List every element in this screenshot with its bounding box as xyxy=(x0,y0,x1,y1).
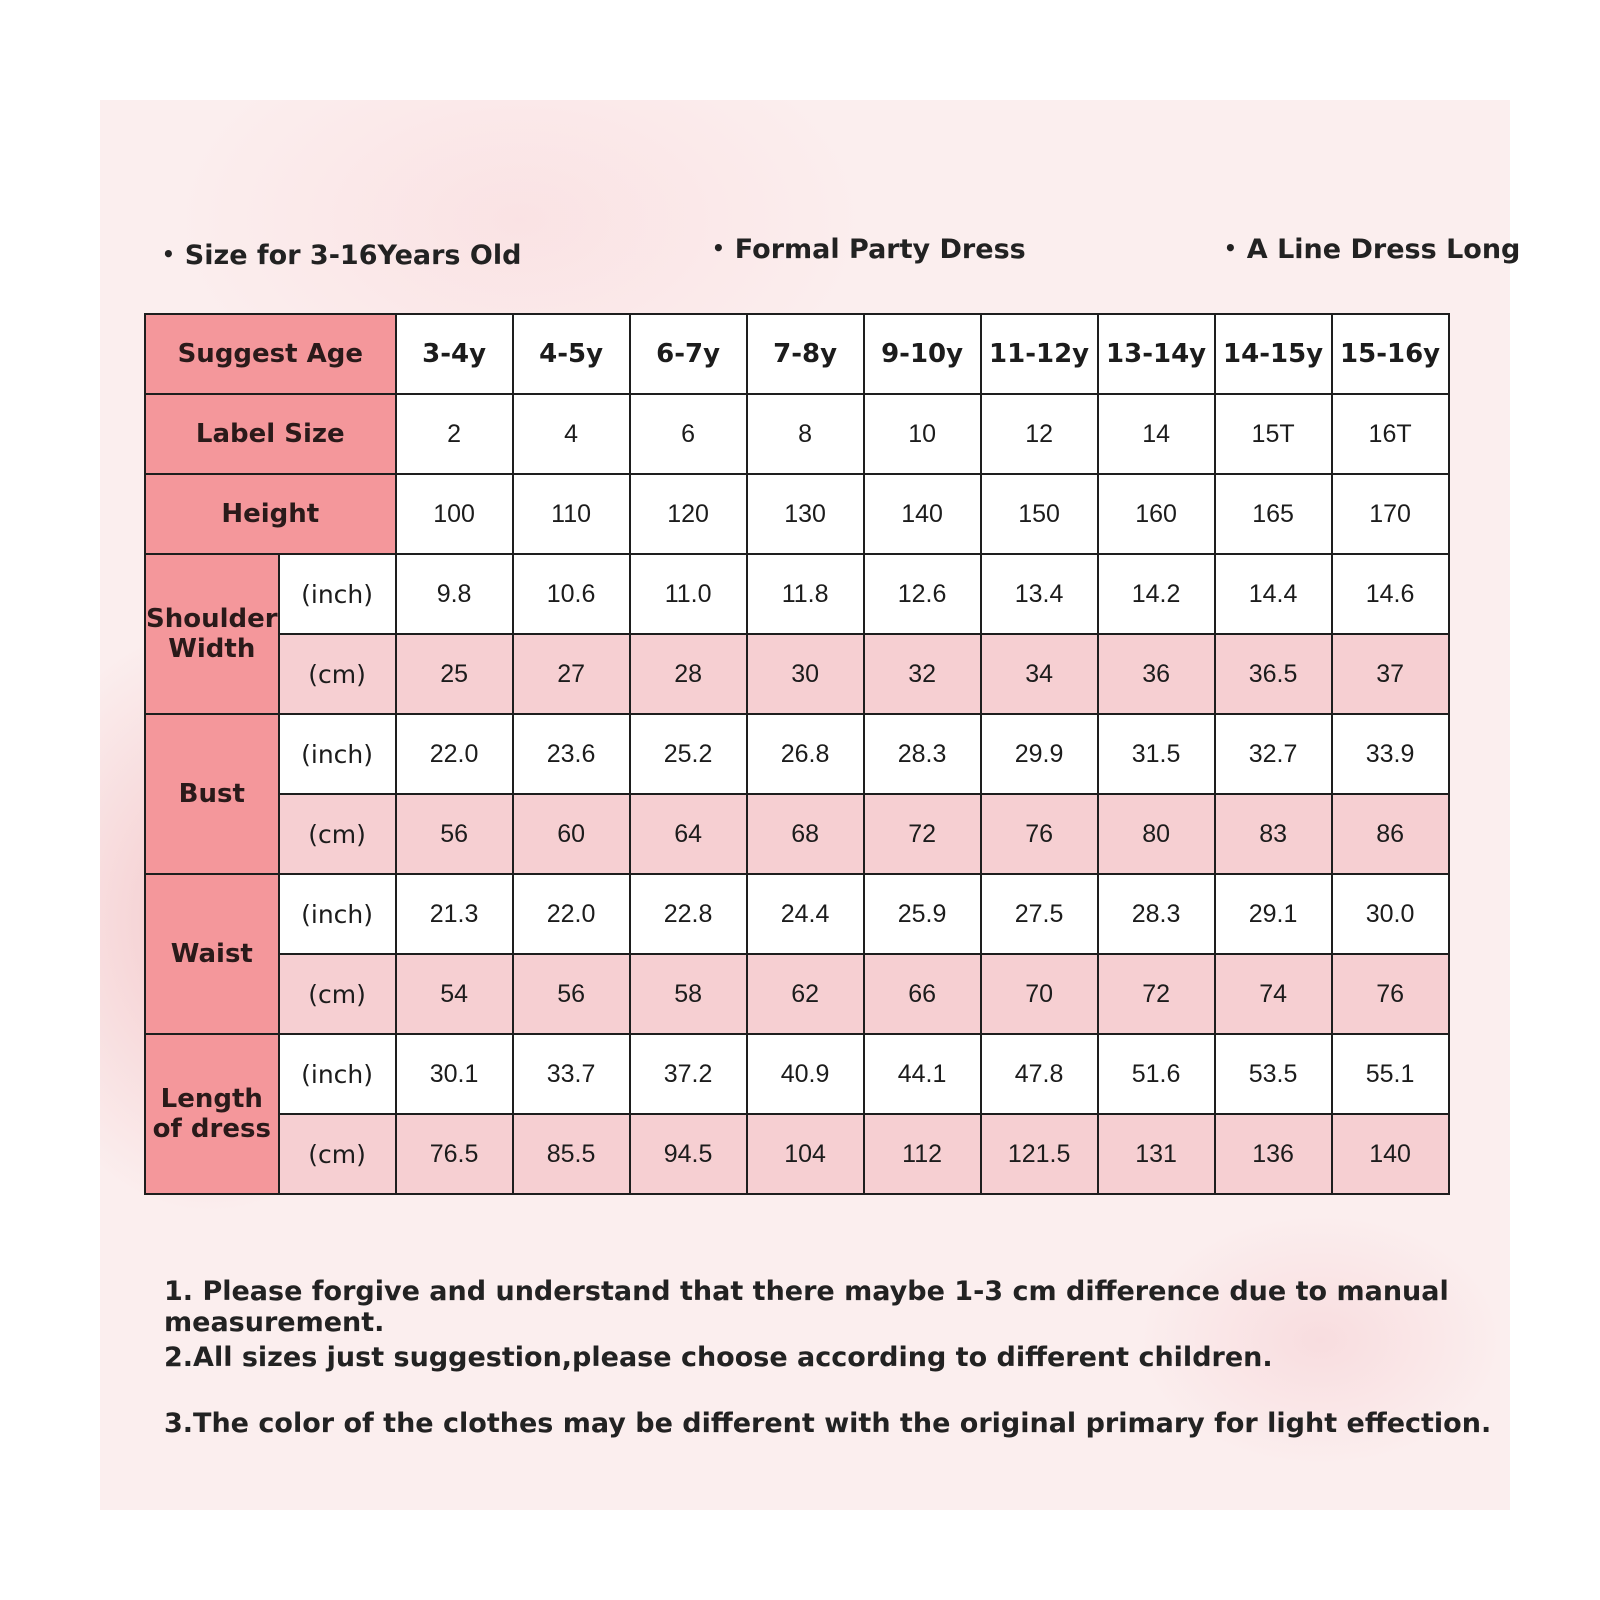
table-cell: 30 xyxy=(747,634,864,714)
table-cell: 165 xyxy=(1215,474,1332,554)
col-header-age: 9-10y xyxy=(864,314,981,394)
table-cell: 47.8 xyxy=(981,1034,1098,1114)
table-cell: 28 xyxy=(630,634,747,714)
unit-label-inch: (inch) xyxy=(279,874,396,954)
table-cell: 30.0 xyxy=(1332,874,1449,954)
row-label-waist: Waist xyxy=(145,874,279,1034)
table-cell: 72 xyxy=(1098,954,1215,1034)
table-cell: 76 xyxy=(1332,954,1449,1034)
table-cell: 70 xyxy=(981,954,1098,1034)
table-cell: 131 xyxy=(1098,1114,1215,1194)
table-cell: 33.7 xyxy=(513,1034,630,1114)
table-cell: 121.5 xyxy=(981,1114,1098,1194)
table-cell: 62 xyxy=(747,954,864,1034)
table-cell: 31.5 xyxy=(1098,714,1215,794)
table-cell: 11.8 xyxy=(747,554,864,634)
table-cell: 66 xyxy=(864,954,981,1034)
col-header-age: 13-14y xyxy=(1098,314,1215,394)
unit-label-inch: (inch) xyxy=(279,714,396,794)
table-cell: 26.8 xyxy=(747,714,864,794)
table-cell: 29.9 xyxy=(981,714,1098,794)
unit-label-cm: (cm) xyxy=(279,954,396,1034)
size-range-heading: • Size for 3-16Years Old xyxy=(162,240,522,271)
table-cell: 68 xyxy=(747,794,864,874)
table-cell: 37 xyxy=(1332,634,1449,714)
table-cell: 9.8 xyxy=(396,554,513,634)
table-cell: 86 xyxy=(1332,794,1449,874)
table-cell: 28.3 xyxy=(1098,874,1215,954)
table-cell: 44.1 xyxy=(864,1034,981,1114)
col-header-age: 15-16y xyxy=(1332,314,1449,394)
table-cell: 112 xyxy=(864,1114,981,1194)
table-cell: 22.8 xyxy=(630,874,747,954)
table-row xyxy=(145,714,1449,794)
unit-label-inch: (inch) xyxy=(279,554,396,634)
table-cell: 27 xyxy=(513,634,630,714)
table-cell: 64 xyxy=(630,794,747,874)
col-header-age: 6-7y xyxy=(630,314,747,394)
table-cell: 21.3 xyxy=(396,874,513,954)
table-cell: 72 xyxy=(864,794,981,874)
table-cell: 10.6 xyxy=(513,554,630,634)
col-header-age: 14-15y xyxy=(1215,314,1332,394)
table-cell: 40.9 xyxy=(747,1034,864,1114)
table-cell: 8 xyxy=(747,394,864,474)
table-cell: 14.2 xyxy=(1098,554,1215,634)
table-cell: 4 xyxy=(513,394,630,474)
table-row xyxy=(145,874,1449,954)
table-cell: 150 xyxy=(981,474,1098,554)
row-label-label-size: Label Size xyxy=(145,394,396,474)
table-cell: 22.0 xyxy=(513,874,630,954)
table-cell: 56 xyxy=(396,794,513,874)
table-cell: 140 xyxy=(864,474,981,554)
table-cell: 25.2 xyxy=(630,714,747,794)
table-cell: 100 xyxy=(396,474,513,554)
table-cell: 12.6 xyxy=(864,554,981,634)
table-cell: 16T xyxy=(1332,394,1449,474)
table-cell: 85.5 xyxy=(513,1114,630,1194)
table-cell: 51.6 xyxy=(1098,1034,1215,1114)
table-cell: 80 xyxy=(1098,794,1215,874)
table-cell: 25 xyxy=(396,634,513,714)
table-cell: 27.5 xyxy=(981,874,1098,954)
table-cell: 74 xyxy=(1215,954,1332,1034)
table-cell: 29.1 xyxy=(1215,874,1332,954)
table-row xyxy=(145,394,1449,474)
table-row xyxy=(145,954,1449,1034)
table-cell: 13.4 xyxy=(981,554,1098,634)
row-label-suggest-age: Suggest Age xyxy=(145,314,396,394)
table-cell: 32 xyxy=(864,634,981,714)
unit-label-cm: (cm) xyxy=(279,794,396,874)
table-cell: 54 xyxy=(396,954,513,1034)
row-label-length-of-dress: Length of dress xyxy=(145,1034,279,1194)
table-cell: 37.2 xyxy=(630,1034,747,1114)
table-cell: 104 xyxy=(747,1114,864,1194)
table-cell: 14.6 xyxy=(1332,554,1449,634)
table-row xyxy=(145,634,1449,714)
table-cell: 22.0 xyxy=(396,714,513,794)
table-cell: 25.9 xyxy=(864,874,981,954)
table-cell: 136 xyxy=(1215,1114,1332,1194)
table-cell: 170 xyxy=(1332,474,1449,554)
table-cell: 32.7 xyxy=(1215,714,1332,794)
row-label-height: Height xyxy=(145,474,396,554)
table-cell: 6 xyxy=(630,394,747,474)
table-cell: 2 xyxy=(396,394,513,474)
unit-label-cm: (cm) xyxy=(279,1114,396,1194)
table-cell: 11.0 xyxy=(630,554,747,634)
table-row xyxy=(145,1034,1449,1114)
table-cell: 28.3 xyxy=(864,714,981,794)
size-chart-table xyxy=(144,313,1450,1195)
dress-style-heading: • A Line Dress Long xyxy=(1224,234,1521,265)
table-cell: 33.9 xyxy=(1332,714,1449,794)
table-row xyxy=(145,314,1449,394)
table-cell: 94.5 xyxy=(630,1114,747,1194)
table-row xyxy=(145,1114,1449,1194)
table-cell: 34 xyxy=(981,634,1098,714)
col-header-age: 4-5y xyxy=(513,314,630,394)
col-header-age: 3-4y xyxy=(396,314,513,394)
table-cell: 24.4 xyxy=(747,874,864,954)
col-header-age: 11-12y xyxy=(981,314,1098,394)
note-item: 3.The color of the clothes may be different with the original primary for light effection. xyxy=(164,1408,1492,1439)
table-cell: 160 xyxy=(1098,474,1215,554)
table-cell: 30.1 xyxy=(396,1034,513,1114)
note-item: 2.All sizes just suggestion,please choose according to different children. xyxy=(164,1342,1273,1373)
table-cell: 15T xyxy=(1215,394,1332,474)
table-cell: 36 xyxy=(1098,634,1215,714)
table-cell: 23.6 xyxy=(513,714,630,794)
table-row xyxy=(145,474,1449,554)
table-row xyxy=(145,794,1449,874)
table-cell: 53.5 xyxy=(1215,1034,1332,1114)
table-cell: 58 xyxy=(630,954,747,1034)
table-cell: 110 xyxy=(513,474,630,554)
table-cell: 14 xyxy=(1098,394,1215,474)
col-header-age: 7-8y xyxy=(747,314,864,394)
row-label-shoulder-width: Shoulder Width xyxy=(145,554,279,714)
table-row xyxy=(145,554,1449,634)
table-cell: 55.1 xyxy=(1332,1034,1449,1114)
dress-type-heading: • Formal Party Dress xyxy=(712,234,1026,265)
table-cell: 36.5 xyxy=(1215,634,1332,714)
table-cell: 10 xyxy=(864,394,981,474)
table-cell: 14.4 xyxy=(1215,554,1332,634)
table-cell: 12 xyxy=(981,394,1098,474)
notes-list xyxy=(164,1276,1600,1474)
table-cell: 60 xyxy=(513,794,630,874)
table-cell: 83 xyxy=(1215,794,1332,874)
table-cell: 120 xyxy=(630,474,747,554)
table-cell: 130 xyxy=(747,474,864,554)
table-cell: 76.5 xyxy=(396,1114,513,1194)
unit-label-inch: (inch) xyxy=(279,1034,396,1114)
table-cell: 56 xyxy=(513,954,630,1034)
table-cell: 76 xyxy=(981,794,1098,874)
table-cell: 140 xyxy=(1332,1114,1449,1194)
note-item: 1. Please forgive and understand that there maybe 1-3 cm difference due to manual measurement. xyxy=(164,1276,1449,1338)
row-label-bust: Bust xyxy=(145,714,279,874)
unit-label-cm: (cm) xyxy=(279,634,396,714)
